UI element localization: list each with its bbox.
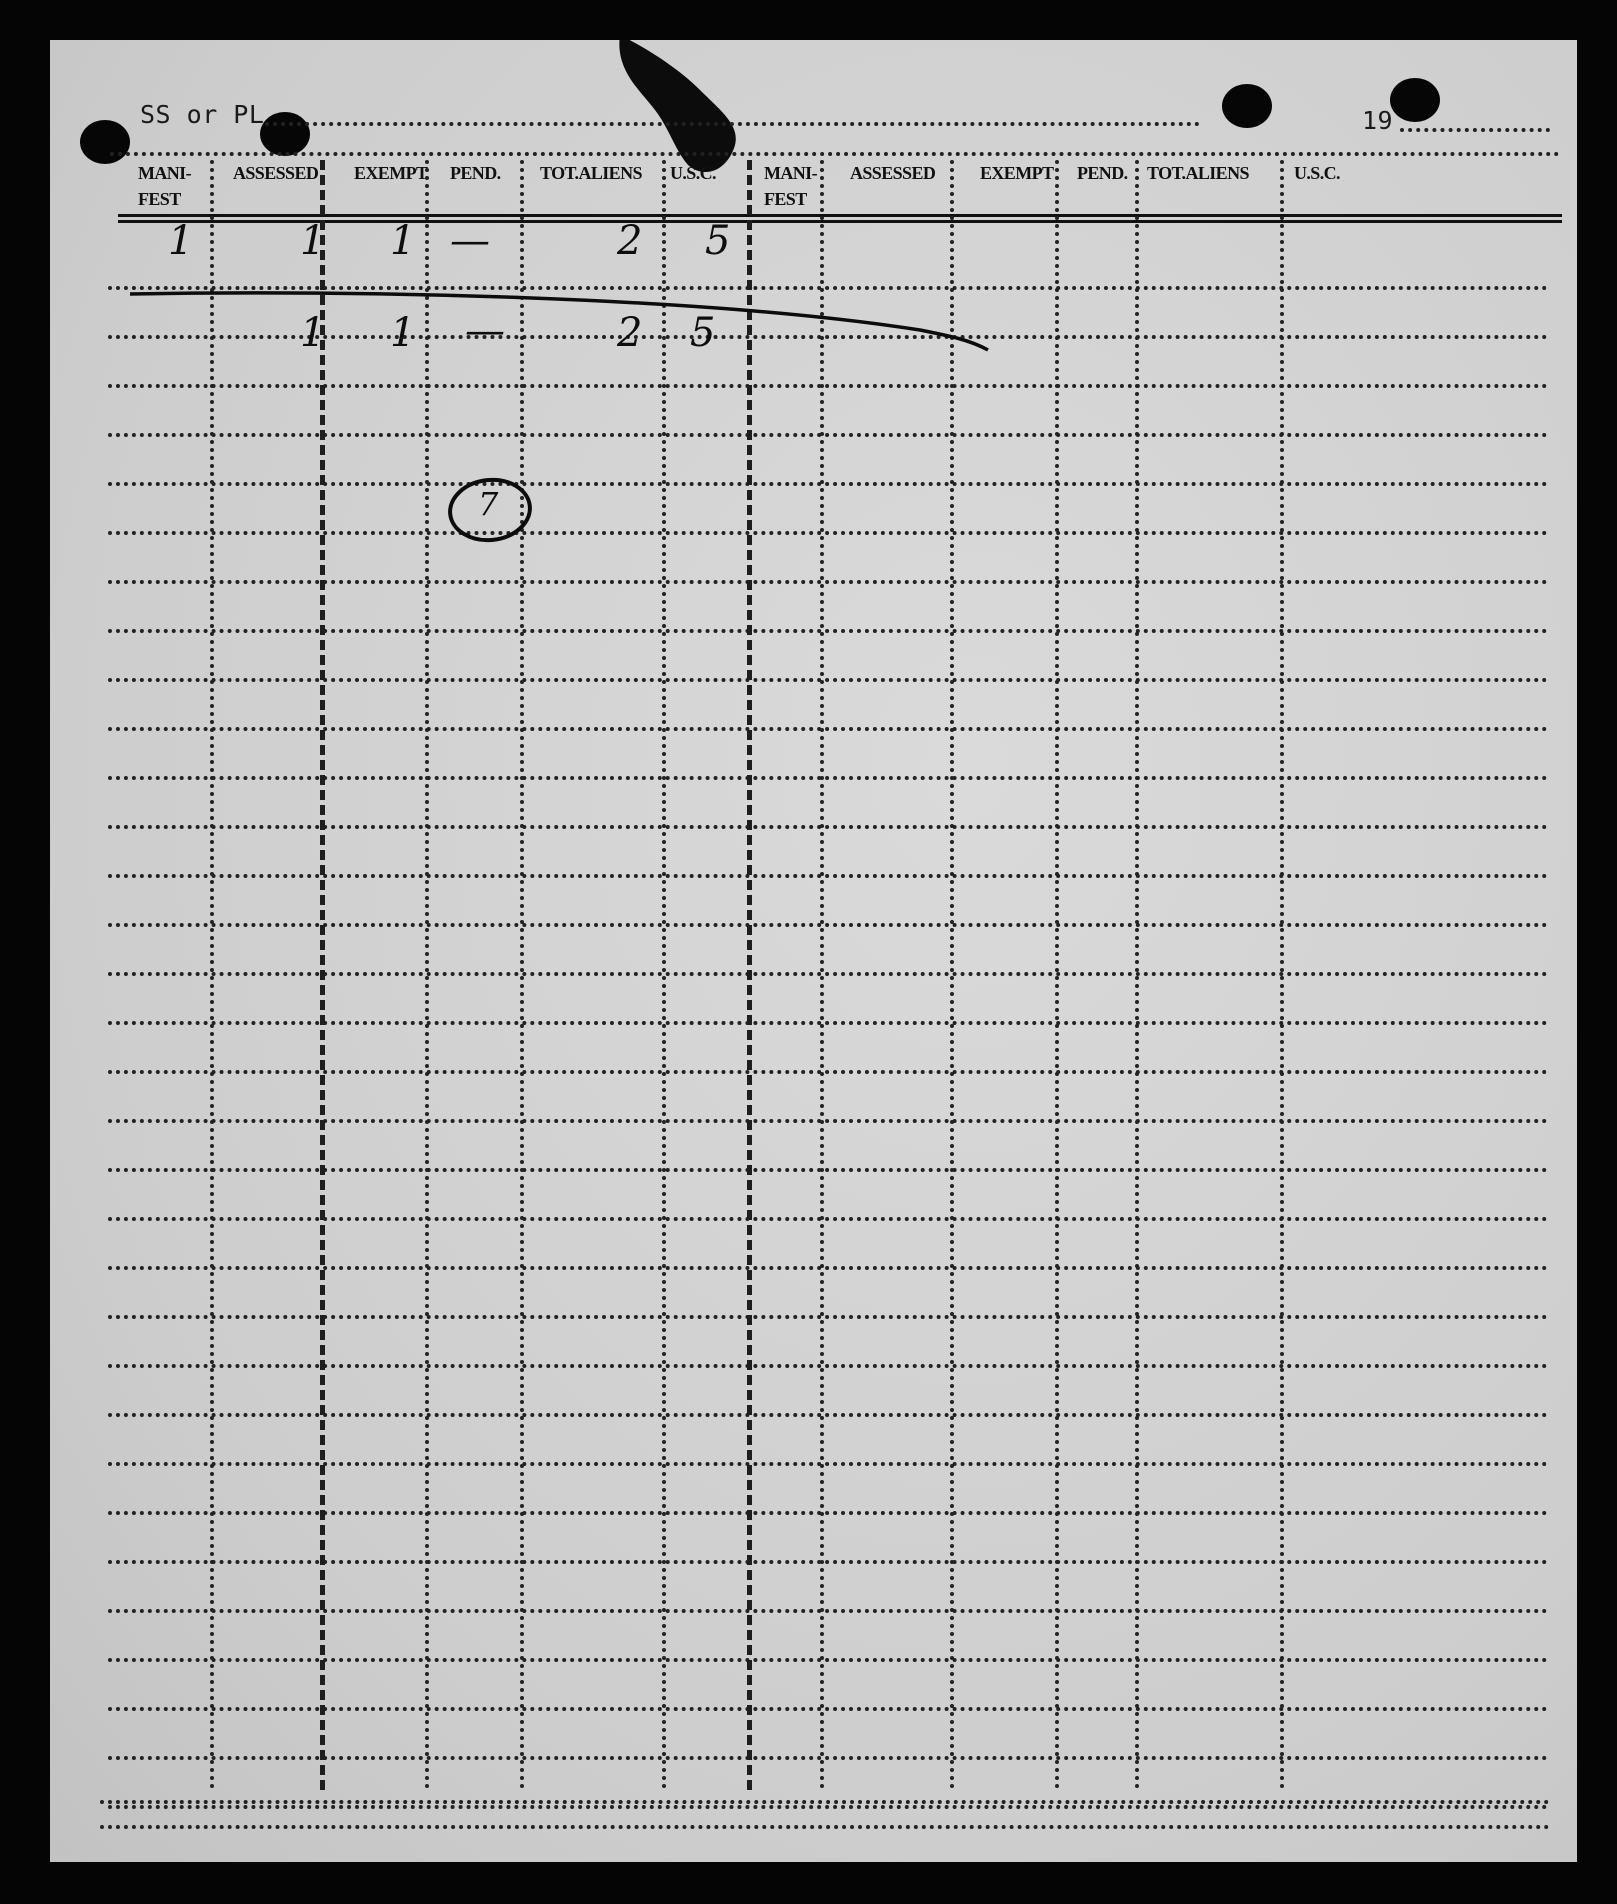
entry-row2-usc: 5 — [690, 310, 716, 356]
header-exempt-left: EXEMPT — [354, 163, 428, 183]
entry-row2-assessed: 1 — [300, 310, 326, 356]
header-assessed-left: ASSESSED — [233, 163, 319, 183]
entry-row1-exempt: 1 — [390, 218, 416, 264]
entry-row2-pend: — — [465, 308, 505, 354]
entry-row1-pend: — — [450, 218, 490, 264]
entry-row1-assessed: 1 — [300, 218, 326, 264]
entry-row1-tot-aliens: 2 — [617, 218, 643, 264]
header-tot-aliens-right: TOT.ALIENS — [1147, 163, 1249, 183]
header-text: MANI- — [138, 163, 191, 183]
bottom-rule — [100, 1800, 1550, 1804]
circled-number: 7 — [478, 485, 499, 523]
entry-row2-tot-aliens: 2 — [617, 310, 643, 356]
header-text: FEST — [764, 189, 807, 209]
entry-row1-usc: 5 — [705, 218, 731, 264]
header-usc-left: U.S.C. — [670, 163, 716, 183]
header-pend-right: PEND. — [1077, 163, 1128, 183]
header-text: FEST — [138, 189, 181, 209]
header-usc-right: U.S.C. — [1294, 163, 1340, 183]
year-label: 19 — [1362, 106, 1394, 135]
header-tot-aliens-left: TOT.ALIENS — [540, 163, 642, 183]
header-text: MANI- — [764, 163, 817, 183]
circle-mark — [50, 40, 1577, 640]
header-assessed-right: ASSESSED — [850, 163, 936, 183]
entry-row1-manifest: 1 — [168, 218, 194, 264]
bottom-rule — [100, 1825, 1550, 1829]
header-pend-left: PEND. — [450, 163, 501, 183]
entry-row2-exempt: 1 — [390, 310, 416, 356]
ledger-row-line — [108, 1805, 1548, 1809]
ss-or-pl-label: SS or PL — [140, 100, 265, 129]
header-exempt-right: EXEMPT — [980, 163, 1054, 183]
form-sheet — [50, 40, 1577, 1862]
